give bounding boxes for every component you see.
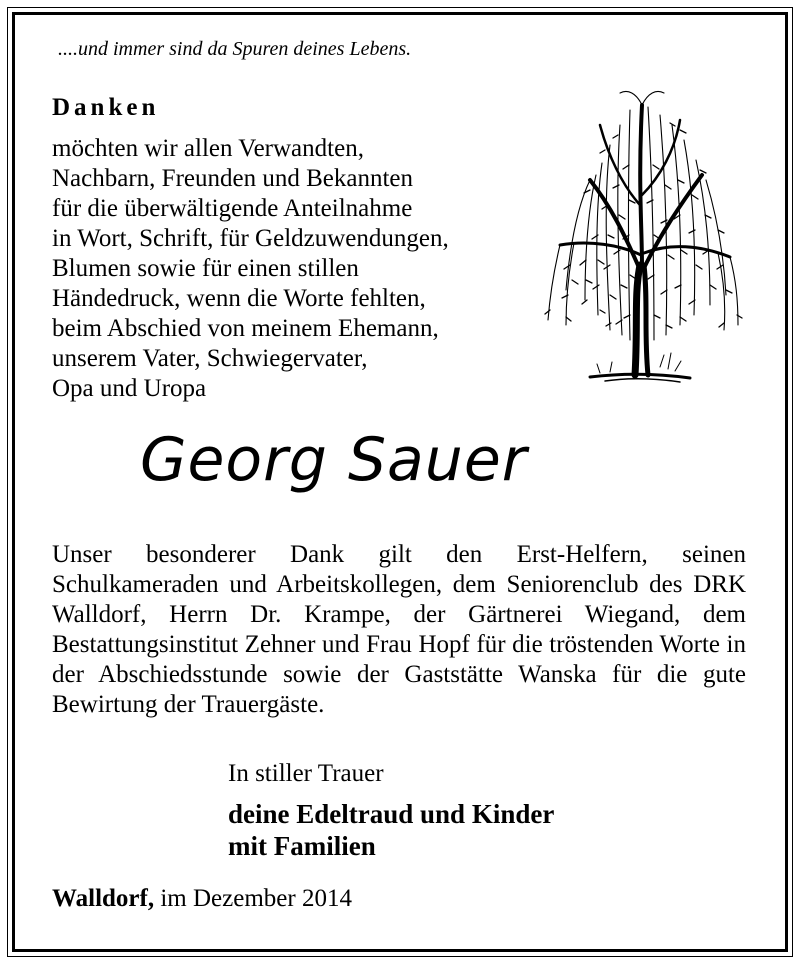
motto: ....und immer sind da Spuren deines Lebens. — [58, 38, 412, 60]
thanks-line: beim Abschied von meinem Ehemann, — [52, 315, 439, 342]
signature — [228, 798, 554, 862]
thanks-line: Blumen sowie für einen stillen — [52, 255, 359, 282]
mourning-phrase: In stiller Trauer — [228, 760, 384, 787]
signature-line: mit Familien — [228, 831, 376, 861]
heading-danken: Danken — [52, 94, 160, 121]
place-and-date — [52, 885, 352, 913]
signature-line: deine Edeltraud und Kinder — [228, 799, 555, 829]
special-thanks-paragraph: Unser besonderer Dank gilt den Erst-Helfern, seinen Schulkameraden und Arbeitskollegen, dem Seniorenclub des DRK Walldorf, Herrn Dr. Krampe, der Gärtnerei Wiegand, dem Bestattungsinstitut Zehner und Frau Hopf für die tröstenden Worte in der Abschiedsstunde sowie der Gaststätte Wanska für die gute Bewirtung der Trauergäste. — [52, 541, 746, 718]
thanks-line: Opa und Uropa — [52, 375, 207, 402]
deceased-name: Georg Sauer — [140, 425, 528, 495]
thanks-text — [52, 134, 449, 404]
weeping-willow-tree-icon — [530, 85, 750, 390]
date: im Dezember 2014 — [160, 885, 352, 912]
thanks-line: für die überwältigende Anteilnahme — [52, 195, 413, 222]
thanks-line: in Wort, Schrift, für Geldzuwendungen, — [52, 225, 449, 252]
thanks-line: Händedruck, wenn die Worte fehlten, — [52, 285, 426, 312]
thanks-line: unserem Vater, Schwiegervater, — [52, 345, 368, 372]
place: Walldorf, — [52, 885, 155, 912]
thanks-line: möchten wir allen Verwandten, — [52, 135, 364, 162]
thanks-line: Nachbarn, Freunden und Bekannten — [52, 165, 413, 192]
